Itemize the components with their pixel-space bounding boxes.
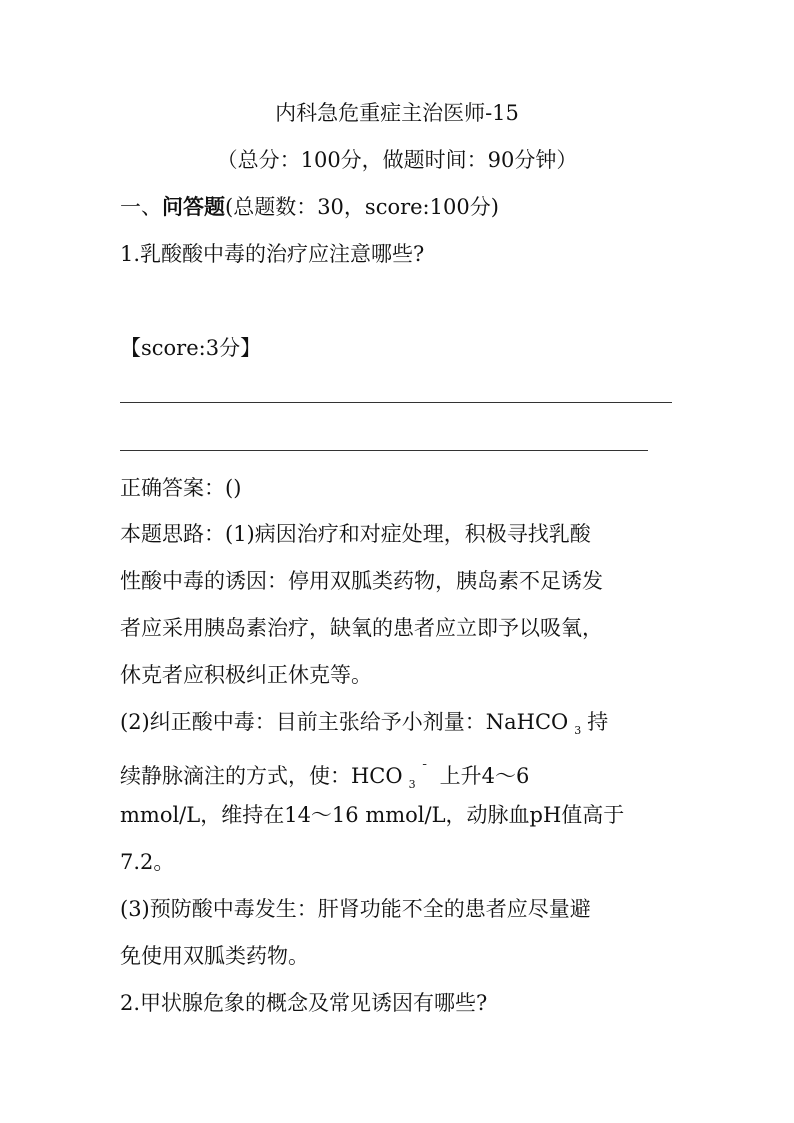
analysis-line-4: 休克者应积极纠正休克等。: [120, 663, 372, 687]
analysis-line-9: (3)预防酸中毒发生：肝肾功能不全的患者应尽量避: [120, 897, 591, 921]
analysis-line-5: [120, 708, 608, 745]
subscript-3: 3: [574, 724, 582, 737]
section-heading: [120, 193, 499, 221]
question-1-score: 【score:3分】: [120, 336, 262, 360]
analysis-line-6-text: 续静脉滴注的方式，使：HCO: [120, 764, 403, 788]
subscript-3: 3: [408, 778, 416, 791]
superscript-minus: ¯: [421, 762, 428, 776]
analysis-line-6: [120, 755, 529, 799]
analysis-line-8: 7.2。: [120, 850, 175, 874]
section-name: 问答题: [162, 194, 225, 219]
correct-answer: 正确答案：(): [120, 476, 242, 500]
analysis-line-3: 者应采用胰岛素治疗，缺氧的患者应立即予以吸氧，: [120, 616, 603, 640]
analysis-line-7: mmol/L，维持在14～16 mmol/L，动脉血pH值高于: [120, 803, 625, 827]
section-info: (总题数：30，score:100分): [225, 195, 499, 219]
question-1: 1.乳酸酸中毒的治疗应注意哪些?: [120, 242, 425, 266]
analysis-line-5-text: (2)纠正酸中毒：目前主张给予小剂量：NaHCO: [120, 710, 569, 734]
analysis-line-1: 本题思路：(1)病因治疗和对症处理，积极寻找乳酸: [120, 522, 591, 546]
exam-meta: （总分：100分，做题时间：90分钟）: [216, 148, 578, 172]
answer-line-1: [120, 402, 672, 403]
analysis-line-2: 性酸中毒的诱因：停用双胍类药物，胰岛素不足诱发: [120, 569, 603, 593]
section-prefix: 一、: [120, 195, 162, 219]
question-2: 2.甲状腺危象的概念及常见诱因有哪些?: [120, 991, 488, 1015]
analysis-line-5-tail: 持: [587, 710, 609, 734]
document-title: 内科急危重症主治医师-15: [275, 101, 519, 125]
analysis-line-6-tail: 上升4～6: [439, 764, 530, 788]
answer-line-2: [120, 450, 648, 451]
analysis-line-10: 免使用双胍类药物。: [120, 944, 309, 968]
